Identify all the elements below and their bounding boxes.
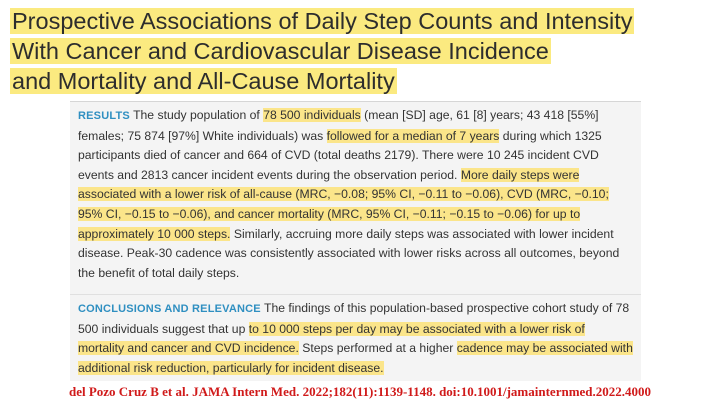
results-text-1: The study population of	[129, 108, 264, 122]
conclusions-paragraph	[78, 299, 634, 378]
results-highlight-1: 78 500 individuals	[263, 108, 361, 122]
results-highlight-3: More daily steps were associated with a lower risk of all-cause (MRC, −0.08; 95% CI, −0.11 to −0.06), CVD (MRC, −0.10; 95% CI, −0.15 to −0.06), and cancer mortality (MRC, 95% CI, −0.11; −0.15 to −0.06) for up to approximately 10 000 steps.	[78, 167, 609, 241]
conclusions-text-1: The findings of this population-based prospective cohort study of 78 500 individuals suggest that up	[78, 301, 630, 336]
citation: del Pozo Cruz B et al. JAMA Intern Med. 2022;182(11):1139-1148. doi:10.1001/jamainternmed.2022.4000	[68, 384, 652, 399]
results-text-3: during which 1325 participants died of cancer and 664 of CVD (total deaths 2179). There were 10 245 incident CVD events and 2813 cancer incident events during the observation period.	[78, 128, 602, 182]
results-paragraph	[78, 106, 634, 283]
conclusions-highlight-2: cadence may be associated with additional risk reduction, particularly for incident disease.	[78, 341, 633, 375]
conclusions-label: CONCLUSIONS AND RELEVANCE	[78, 303, 261, 315]
results-text-4: Similarly, accruing more daily steps was associated with lower incident disease. Peak-30 cadence was consistently associated with lower risks across all outcomes, beyond the benefit of total daily steps.	[78, 226, 620, 280]
title-line-2: With Cancer and Cardiovascular Disease Incidence	[12, 38, 549, 64]
results-highlight-2: followed for a median of 7 years	[326, 128, 500, 143]
conclusions-highlight-1: to 10 000 steps per day may be associated with a lower risk of mortality and cancer and CVD incidence.	[78, 321, 585, 356]
conclusions-text-2: Steps performed at a higher	[298, 341, 457, 356]
page-title	[10, 6, 710, 96]
title-line-1: Prospective Associations of Daily Step Counts and Intensity	[12, 8, 633, 34]
results-label: RESULTS	[78, 110, 130, 122]
results-text-2: (mean [SD] age, 61 [8] years; 43 418 [55%] females; 75 874 [97%] White individuals) was	[78, 108, 599, 143]
title-line-3: and Mortality and All-Cause Mortality	[12, 68, 395, 94]
section-divider	[70, 294, 641, 295]
